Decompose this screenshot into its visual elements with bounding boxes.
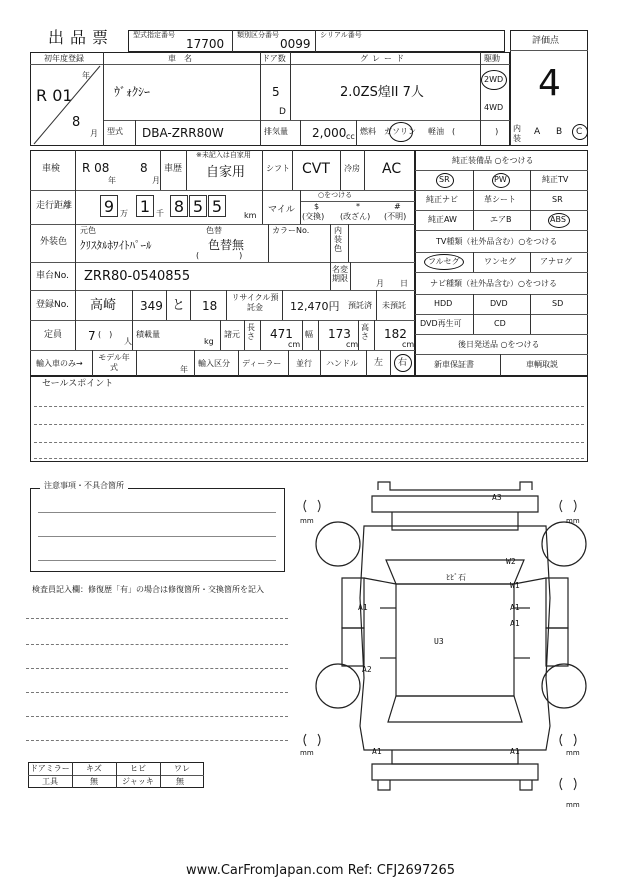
legend-break: ワレ [174, 764, 190, 773]
fuel-label: 燃料 [360, 127, 376, 136]
inspector-label: 検査員記入欄：修復歴「有」の場合は修復箇所・交換箇所を記入 [32, 585, 264, 594]
import-class-label: 輸入区分 [198, 359, 230, 368]
legend-jack-value: 無 [176, 777, 184, 786]
type-no-label: 型式指定番号 [133, 31, 175, 39]
import-only-label: 輸入車のみ→ [36, 359, 83, 368]
interior-c: C [576, 127, 583, 137]
import-parallel: 並行 [296, 359, 312, 368]
sales-point-box [30, 376, 588, 462]
car-name-value: ｳﾞｫｸｼｰ [114, 85, 151, 99]
paint-label: 色替 [206, 226, 222, 235]
inspection-year-unit: 年 [108, 176, 116, 185]
damage-u3-roof: U3 [434, 637, 444, 646]
handle-right: 右 [398, 358, 408, 368]
score-label: 評価点 [532, 36, 560, 46]
car-damage-diagram [300, 478, 600, 818]
width-value: 173 [328, 327, 351, 341]
grade-label: グレード [360, 54, 408, 63]
displacement-unit: cc [346, 132, 355, 141]
interior-label: 内装 [513, 124, 521, 143]
legend-crack: ヒビ [130, 764, 146, 773]
handle-left: 左 [374, 358, 384, 368]
paint-paren: ( ) [196, 251, 243, 260]
dvd: DVD [490, 299, 508, 308]
abs: ABS [550, 215, 566, 224]
paint-value: 色替無 [208, 238, 245, 252]
interior-color-label: 内装色 [334, 226, 342, 253]
name-change-month: 月 [376, 279, 384, 288]
legend-scratch: キズ [86, 764, 102, 773]
import-dealer: ディーラー [242, 359, 282, 368]
later-title: 後日発送品 ○をつける [458, 340, 540, 349]
mm-front-left: mm [300, 517, 314, 525]
recycle-unpaid: 未預託 [382, 301, 406, 310]
damage-w2-windshield: W2 [506, 557, 516, 566]
width-unit: cm [346, 340, 359, 349]
chassis-label: 車台No. [36, 271, 69, 281]
footer-reference: www.CarFromJapan.com Ref: CFJ2697265 [186, 863, 456, 878]
registration-area: 高崎 [90, 298, 117, 313]
recycle-amount: 12,470円 [290, 300, 340, 313]
mileage-man: 万 [120, 209, 128, 218]
cd: CD [494, 319, 506, 328]
oneseg: ワンセグ [484, 257, 516, 266]
first-reg-year-unit: 年 [82, 71, 90, 80]
original-color-label: 元色 [80, 226, 96, 235]
first-reg-month-unit: 月 [90, 129, 98, 138]
document-title: 出品票 [48, 28, 115, 47]
registration-label: 登録No. [36, 300, 69, 310]
doors-label: ドア数 [262, 54, 286, 63]
mileage-digit-5: 5 [208, 195, 226, 217]
mileage-unit: km [244, 211, 257, 220]
load-unit: kg [204, 337, 214, 346]
damage-stone-chip: ﾋﾋﾞ石 [446, 573, 466, 582]
mileage-label: 走行距離 [36, 201, 73, 211]
door-type: D [279, 107, 286, 117]
first-reg-era: R 01 [36, 86, 73, 105]
first-reg-label: 初年度登録 [44, 54, 84, 63]
warranty: 新車保証書 [434, 360, 474, 369]
name-change-day: 日 [400, 279, 408, 288]
dims-label: 諸元 [224, 330, 240, 339]
height-label: 高さ [361, 323, 369, 341]
history-note: ※未記入は自家用 [196, 151, 251, 159]
length-label: 長さ [247, 323, 255, 341]
inspection-label: 車検 [42, 164, 61, 174]
mileage-exchange-sym: $ [314, 202, 320, 211]
recycle-label: リサイクル預託金 [231, 293, 279, 312]
history-label: 車歴 [164, 164, 183, 174]
interior-b: B [556, 127, 563, 137]
displacement-label: 排気量 [264, 127, 288, 136]
class-no-value: 0099 [280, 37, 311, 51]
original-color-value: ｸﾘｽﾀﾙﾎﾜｲﾄﾊﾟｰﾙ [80, 239, 152, 252]
length-value: 471 [270, 327, 293, 341]
type-no-value: 17700 [186, 37, 225, 51]
damage-w1: W1 [510, 581, 520, 590]
width-label: 幅 [305, 330, 313, 339]
damage-a1-rear-right: A1 [510, 747, 520, 756]
navi-title: ナビ種類（社外品含む）○をつける [430, 279, 557, 288]
registration-kana: と [172, 298, 186, 313]
legend-jack: ジャッキ [122, 777, 154, 786]
fuel-light: 軽油 [428, 127, 444, 136]
model-year-unit: 年 [180, 365, 188, 374]
mm-rear-left: mm [300, 749, 314, 757]
damage-a1-right-rear-door: A1 [510, 619, 520, 628]
mileage-digit-4: 5 [189, 195, 207, 217]
interior-a: A [534, 127, 541, 137]
analog: アナログ [540, 257, 572, 266]
mileage-sen: 千 [156, 209, 164, 218]
damage-a1-rear-left: A1 [372, 747, 382, 756]
mileage-digit-2: 1 [136, 195, 154, 217]
color-label: 外装色 [40, 237, 68, 247]
fuel-gas: ガソリン [384, 127, 416, 136]
genuine-title: 純正装備品 ○をつける [452, 156, 534, 165]
mm-front-right: mm [566, 517, 580, 525]
capacity-value: 7 [88, 329, 96, 343]
sales-point-label: セールスポイント [42, 379, 114, 389]
mm-spare: mm [566, 801, 580, 809]
registration-class: 349 [140, 299, 163, 313]
sunroof: SR [439, 175, 450, 184]
mileage-digit-1: 9 [100, 195, 118, 217]
mm-rear-right: mm [566, 749, 580, 757]
legend-tools: 工具 [42, 777, 58, 786]
legend-tools-value: 無 [90, 777, 98, 786]
genuine-tv: 純正TV [542, 175, 569, 184]
tv-title: TV種類（社外品含む）○をつける [436, 237, 558, 246]
displacement-value: 2,000 [312, 126, 347, 140]
car-name-label: 車 名 [168, 54, 192, 63]
genuine-aw: 純正AW [428, 215, 457, 224]
name-change-label: 名変期限 [332, 265, 348, 283]
color-no-label: カラーNo. [272, 226, 310, 235]
capacity-unit: 人 [124, 337, 132, 346]
model-year-label: モデル年式 [98, 353, 130, 372]
drive-label: 駆動 [484, 54, 500, 63]
inspection-year: R 08 [82, 161, 110, 175]
mileage-unknown: (不明) [384, 212, 407, 221]
height-unit: cm [402, 340, 415, 349]
handle-label: ハンドル [326, 359, 358, 368]
mileage-tamper-sym: * [356, 202, 360, 211]
serial-label: シリアル番号 [320, 31, 362, 39]
recycle-status: 預託済 [348, 301, 372, 310]
manual: 車輌取説 [526, 360, 558, 369]
ac-label: 冷房 [344, 164, 360, 173]
capacity-label: 定員 [44, 330, 63, 340]
mileage-mile: マイル [268, 205, 295, 215]
drive-2wd: 2WD [484, 75, 504, 84]
capacity-paren: ( ) [98, 330, 113, 339]
registration-number: 18 [202, 299, 218, 313]
score-value: 4 [538, 63, 561, 104]
first-reg-month: 8 [72, 115, 81, 130]
shift-value: CVT [302, 161, 330, 177]
shift-label: シフト [266, 164, 290, 173]
genuine-navi: 純正ナビ [426, 195, 458, 204]
mileage-tamper: (改ざん) [340, 212, 371, 221]
power-window: PW [494, 175, 507, 184]
length-unit: cm [288, 340, 301, 349]
damage-a2-left-rear: A2 [362, 665, 372, 674]
model-value: DBA-ZRR80W [142, 126, 224, 140]
fullseg: フルセグ [428, 257, 460, 266]
history-value: 自家用 [206, 165, 246, 180]
airbag: エアB [490, 215, 512, 224]
model-label: 型式 [107, 127, 123, 136]
mileage-unknown-sym: # [394, 202, 401, 211]
height-value: 182 [384, 327, 407, 341]
fuel-paren: ( ) [452, 127, 499, 136]
doors-value: 5 [272, 85, 280, 99]
class-no-label: 類別区分番号 [237, 31, 279, 39]
mileage-circle-note: ○をつける [318, 191, 353, 199]
hdd: HDD [434, 299, 453, 308]
damage-a1-right-door: A1 [510, 603, 520, 612]
mileage-digit-3: 8 [170, 195, 188, 217]
chassis-value: ZRR80-0540855 [84, 269, 191, 284]
inspection-month-unit: 月 [152, 176, 160, 185]
dvd-play: DVD再生可 [420, 319, 462, 328]
load-label: 積載量 [136, 330, 160, 339]
mileage-exchange: (交換) [302, 212, 325, 221]
caution-label: 注意事項・不具合箇所 [40, 482, 128, 490]
damage-a3-front-bumper: A3 [492, 493, 502, 502]
damage-a1-left-door: A1 [358, 603, 368, 612]
drive-4wd: 4WD [484, 103, 504, 112]
inspection-month: 8 [140, 161, 148, 175]
genuine-sr: SR [552, 195, 563, 204]
leather-seat: 革シート [484, 195, 516, 204]
grade-value: 2.0ZS煌II 7人 [340, 85, 424, 100]
ac-value: AC [382, 161, 402, 177]
sd: SD [552, 299, 564, 308]
legend-door-mirror: ドアミラー [30, 764, 70, 773]
header-id-box [128, 30, 505, 52]
